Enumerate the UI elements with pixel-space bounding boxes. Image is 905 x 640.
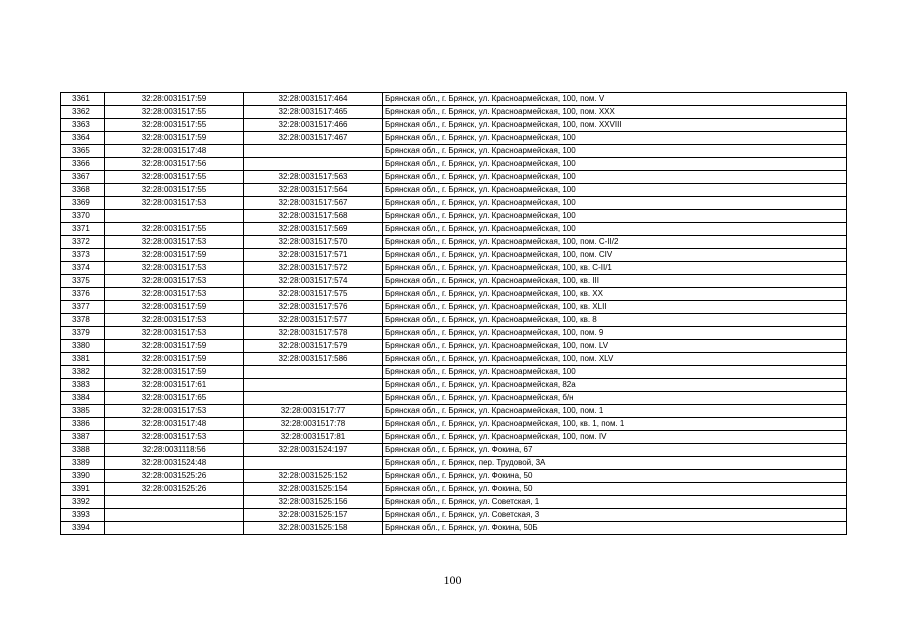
table-row — [61, 236, 847, 249]
object-cadastral-number-cell: 32:28:0031517:571 — [244, 249, 383, 262]
parcel-cadastral-number-cell — [105, 522, 244, 535]
address-cell: Брянская обл., г. Брянск, ул. Советская, 3 — [383, 509, 847, 522]
address-cell: Брянская обл., г. Брянск, ул. Красноармейская, 100 — [383, 184, 847, 197]
address-cell: Брянская обл., г. Брянск, ул. Красноармейская, 100 — [383, 223, 847, 236]
parcel-cadastral-number-cell: 32:28:0031517:55 — [105, 119, 244, 132]
table-row — [61, 262, 847, 275]
object-cadastral-number-cell — [244, 457, 383, 470]
object-cadastral-number-cell: 32:28:0031517:577 — [244, 314, 383, 327]
object-cadastral-number-cell: 32:28:0031517:578 — [244, 327, 383, 340]
object-cadastral-number-cell: 32:28:0031525:154 — [244, 483, 383, 496]
parcel-cadastral-number-cell: 32:28:0031517:48 — [105, 145, 244, 158]
parcel-cadastral-number-cell: 32:28:0031517:59 — [105, 132, 244, 145]
address-cell: Брянская обл., г. Брянск, ул. Красноармейская, 100 — [383, 158, 847, 171]
table-row — [61, 93, 847, 106]
object-cadastral-number-cell: 32:28:0031517:567 — [244, 197, 383, 210]
table-row — [61, 223, 847, 236]
row-number-cell: 3393 — [61, 509, 105, 522]
row-number-cell: 3379 — [61, 327, 105, 340]
row-number-cell: 3383 — [61, 379, 105, 392]
table-row — [61, 210, 847, 223]
object-cadastral-number-cell: 32:28:0031525:157 — [244, 509, 383, 522]
object-cadastral-number-cell: 32:28:0031525:152 — [244, 470, 383, 483]
parcel-cadastral-number-cell: 32:28:0031118:56 — [105, 444, 244, 457]
address-cell: Брянская обл., г. Брянск, ул. Красноармейская, 100 — [383, 132, 847, 145]
row-number-cell: 3386 — [61, 418, 105, 431]
address-cell: Брянская обл., г. Брянск, ул. Красноармейская, 100, пом. CIV — [383, 249, 847, 262]
parcel-cadastral-number-cell: 32:28:0031517:61 — [105, 379, 244, 392]
object-cadastral-number-cell: 32:28:0031517:564 — [244, 184, 383, 197]
address-cell: Брянская обл., г. Брянск, ул. Советская, 1 — [383, 496, 847, 509]
table-row — [61, 509, 847, 522]
address-cell: Брянская обл., г. Брянск, ул. Красноармейская, 100, пом. 1 — [383, 405, 847, 418]
parcel-cadastral-number-cell: 32:28:0031517:59 — [105, 340, 244, 353]
parcel-cadastral-number-cell: 32:28:0031517:59 — [105, 353, 244, 366]
row-number-cell: 3394 — [61, 522, 105, 535]
address-cell: Брянская обл., г. Брянск, ул. Красноармейская, 100, пом. V — [383, 93, 847, 106]
object-cadastral-number-cell: 32:28:0031517:464 — [244, 93, 383, 106]
table-row — [61, 275, 847, 288]
object-cadastral-number-cell: 32:28:0031517:563 — [244, 171, 383, 184]
parcel-cadastral-number-cell: 32:28:0031517:59 — [105, 249, 244, 262]
row-number-cell: 3388 — [61, 444, 105, 457]
row-number-cell: 3369 — [61, 197, 105, 210]
table-row — [61, 340, 847, 353]
object-cadastral-number-cell: 32:28:0031517:569 — [244, 223, 383, 236]
parcel-cadastral-number-cell: 32:28:0031517:53 — [105, 314, 244, 327]
row-number-cell: 3390 — [61, 470, 105, 483]
parcel-cadastral-number-cell: 32:28:0031524:48 — [105, 457, 244, 470]
row-number-cell: 3385 — [61, 405, 105, 418]
object-cadastral-number-cell: 32:28:0031517:570 — [244, 236, 383, 249]
table-row — [61, 366, 847, 379]
address-cell: Брянская обл., г. Брянск, ул. Красноармейская, 100, пом. IV — [383, 431, 847, 444]
row-number-cell: 3370 — [61, 210, 105, 223]
parcel-cadastral-number-cell — [105, 210, 244, 223]
row-number-cell: 3392 — [61, 496, 105, 509]
table-row — [61, 379, 847, 392]
table-row — [61, 301, 847, 314]
table-row — [61, 522, 847, 535]
table-row — [61, 353, 847, 366]
address-cell: Брянская обл., г. Брянск, ул. Красноармейская, 100, кв. С-II/1 — [383, 262, 847, 275]
row-number-cell: 3363 — [61, 119, 105, 132]
address-cell: Брянская обл., г. Брянск, ул. Красноармейская, 100 — [383, 171, 847, 184]
object-cadastral-number-cell — [244, 392, 383, 405]
parcel-cadastral-number-cell: 32:28:0031517:55 — [105, 171, 244, 184]
parcel-cadastral-number-cell: 32:28:0031517:55 — [105, 184, 244, 197]
row-number-cell: 3377 — [61, 301, 105, 314]
table-row — [61, 418, 847, 431]
parcel-cadastral-number-cell: 32:28:0031525:26 — [105, 470, 244, 483]
table-row — [61, 145, 847, 158]
table-row — [61, 457, 847, 470]
row-number-cell: 3366 — [61, 158, 105, 171]
page-number: 100 — [443, 573, 462, 587]
address-cell: Брянская обл., г. Брянск, ул. Красноармейская, 100 — [383, 197, 847, 210]
table-row — [61, 444, 847, 457]
row-number-cell: 3364 — [61, 132, 105, 145]
table-row — [61, 314, 847, 327]
table-row — [61, 327, 847, 340]
object-cadastral-number-cell: 32:28:0031517:575 — [244, 288, 383, 301]
parcel-cadastral-number-cell: 32:28:0031517:48 — [105, 418, 244, 431]
table-row — [61, 132, 847, 145]
object-cadastral-number-cell: 32:28:0031525:158 — [244, 522, 383, 535]
parcel-cadastral-number-cell: 32:28:0031517:53 — [105, 236, 244, 249]
row-number-cell: 3375 — [61, 275, 105, 288]
row-number-cell: 3387 — [61, 431, 105, 444]
object-cadastral-number-cell: 32:28:0031524:197 — [244, 444, 383, 457]
row-number-cell: 3374 — [61, 262, 105, 275]
registry-table-body — [61, 93, 847, 535]
table-row — [61, 119, 847, 132]
address-cell: Брянская обл., г. Брянск, ул. Фокина, 50 — [383, 483, 847, 496]
parcel-cadastral-number-cell: 32:28:0031517:56 — [105, 158, 244, 171]
object-cadastral-number-cell: 32:28:0031525:156 — [244, 496, 383, 509]
table-row — [61, 483, 847, 496]
object-cadastral-number-cell: 32:28:0031517:586 — [244, 353, 383, 366]
table-row — [61, 405, 847, 418]
table-row — [61, 184, 847, 197]
address-cell: Брянская обл., г. Брянск, ул. Красноармейская, 100, кв. 1, пом. 1 — [383, 418, 847, 431]
table-row — [61, 470, 847, 483]
row-number-cell: 3378 — [61, 314, 105, 327]
row-number-cell: 3380 — [61, 340, 105, 353]
parcel-cadastral-number-cell: 32:28:0031517:53 — [105, 288, 244, 301]
table-row — [61, 496, 847, 509]
parcel-cadastral-number-cell: 32:28:0031517:53 — [105, 262, 244, 275]
row-number-cell: 3384 — [61, 392, 105, 405]
parcel-cadastral-number-cell: 32:28:0031517:59 — [105, 93, 244, 106]
row-number-cell: 3372 — [61, 236, 105, 249]
object-cadastral-number-cell — [244, 158, 383, 171]
object-cadastral-number-cell: 32:28:0031517:568 — [244, 210, 383, 223]
row-number-cell: 3373 — [61, 249, 105, 262]
parcel-cadastral-number-cell: 32:28:0031517:59 — [105, 301, 244, 314]
object-cadastral-number-cell: 32:28:0031517:576 — [244, 301, 383, 314]
table-row — [61, 171, 847, 184]
row-number-cell: 3376 — [61, 288, 105, 301]
address-cell: Брянская обл., г. Брянск, ул. Красноармейская, 100 — [383, 366, 847, 379]
address-cell: Брянская обл., г. Брянск, ул. Красноармейская, 100 — [383, 145, 847, 158]
parcel-cadastral-number-cell: 32:28:0031517:53 — [105, 327, 244, 340]
object-cadastral-number-cell: 32:28:0031517:81 — [244, 431, 383, 444]
address-cell: Брянская обл., г. Брянск, ул. Красноармейская, 100, кв. 8 — [383, 314, 847, 327]
address-cell: Брянская обл., г. Брянск, ул. Красноармейская, 100, пом. XXVIII — [383, 119, 847, 132]
address-cell: Брянская обл., г. Брянск, пер. Трудовой, 3А — [383, 457, 847, 470]
parcel-cadastral-number-cell — [105, 496, 244, 509]
row-number-cell: 3362 — [61, 106, 105, 119]
row-number-cell: 3389 — [61, 457, 105, 470]
object-cadastral-number-cell: 32:28:0031517:467 — [244, 132, 383, 145]
parcel-cadastral-number-cell: 32:28:0031517:55 — [105, 223, 244, 236]
registry-table — [60, 92, 847, 535]
object-cadastral-number-cell: 32:28:0031517:78 — [244, 418, 383, 431]
parcel-cadastral-number-cell: 32:28:0031517:53 — [105, 275, 244, 288]
table-row — [61, 431, 847, 444]
address-cell: Брянская обл., г. Брянск, ул. Красноармейская, 100, пом. XXX — [383, 106, 847, 119]
parcel-cadastral-number-cell — [105, 509, 244, 522]
table-row — [61, 249, 847, 262]
table-row — [61, 106, 847, 119]
address-cell: Брянская обл., г. Брянск, ул. Красноармейская, 82а — [383, 379, 847, 392]
object-cadastral-number-cell: 32:28:0031517:574 — [244, 275, 383, 288]
parcel-cadastral-number-cell: 32:28:0031517:55 — [105, 106, 244, 119]
object-cadastral-number-cell: 32:28:0031517:465 — [244, 106, 383, 119]
address-cell: Брянская обл., г. Брянск, ул. Красноармейская, 100, кв. XLII — [383, 301, 847, 314]
address-cell: Брянская обл., г. Брянск, ул. Красноармейская, 100, пом. С-II/2 — [383, 236, 847, 249]
address-cell: Брянская обл., г. Брянск, ул. Фокина, 50 — [383, 470, 847, 483]
table-row — [61, 392, 847, 405]
row-number-cell: 3368 — [61, 184, 105, 197]
row-number-cell: 3382 — [61, 366, 105, 379]
parcel-cadastral-number-cell: 32:28:0031517:53 — [105, 405, 244, 418]
object-cadastral-number-cell: 32:28:0031517:572 — [244, 262, 383, 275]
address-cell: Брянская обл., г. Брянск, ул. Красноармейская, 100, пом. 9 — [383, 327, 847, 340]
address-cell: Брянская обл., г. Брянск, ул. Красноармейская, 100, кв. XX — [383, 288, 847, 301]
row-number-cell: 3391 — [61, 483, 105, 496]
row-number-cell: 3361 — [61, 93, 105, 106]
object-cadastral-number-cell — [244, 379, 383, 392]
object-cadastral-number-cell — [244, 145, 383, 158]
address-cell: Брянская обл., г. Брянск, ул. Фокина, 50Б — [383, 522, 847, 535]
parcel-cadastral-number-cell: 32:28:0031517:53 — [105, 431, 244, 444]
table-row — [61, 197, 847, 210]
address-cell: Брянская обл., г. Брянск, ул. Красноармейская, 100, кв. III — [383, 275, 847, 288]
address-cell: Брянская обл., г. Брянск, ул. Красноармейская, 100, пом. XLV — [383, 353, 847, 366]
object-cadastral-number-cell: 32:28:0031517:579 — [244, 340, 383, 353]
row-number-cell: 3365 — [61, 145, 105, 158]
address-cell: Брянская обл., г. Брянск, ул. Красноармейская, 100, пом. LV — [383, 340, 847, 353]
address-cell: Брянская обл., г. Брянск, ул. Красноармейская, б/н — [383, 392, 847, 405]
table-row — [61, 158, 847, 171]
parcel-cadastral-number-cell: 32:28:0031517:59 — [105, 366, 244, 379]
address-cell: Брянская обл., г. Брянск, ул. Фокина, 67 — [383, 444, 847, 457]
parcel-cadastral-number-cell: 32:28:0031517:65 — [105, 392, 244, 405]
row-number-cell: 3381 — [61, 353, 105, 366]
table-row — [61, 288, 847, 301]
object-cadastral-number-cell: 32:28:0031517:466 — [244, 119, 383, 132]
object-cadastral-number-cell — [244, 366, 383, 379]
row-number-cell: 3371 — [61, 223, 105, 236]
parcel-cadastral-number-cell: 32:28:0031525:26 — [105, 483, 244, 496]
address-cell: Брянская обл., г. Брянск, ул. Красноармейская, 100 — [383, 210, 847, 223]
object-cadastral-number-cell: 32:28:0031517:77 — [244, 405, 383, 418]
row-number-cell: 3367 — [61, 171, 105, 184]
parcel-cadastral-number-cell: 32:28:0031517:53 — [105, 197, 244, 210]
